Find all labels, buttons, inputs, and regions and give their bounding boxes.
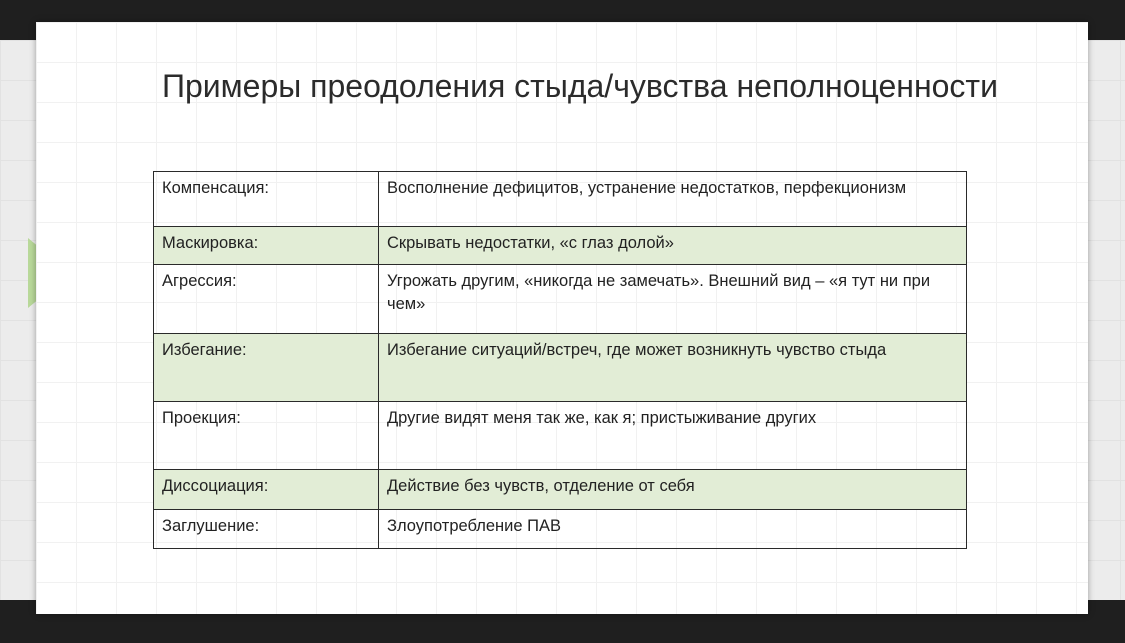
term-cell: Агрессия: <box>154 265 379 334</box>
table-row <box>154 334 967 402</box>
term-cell: Избегание: <box>154 334 379 402</box>
presentation-slide <box>36 22 1088 614</box>
description-cell: Другие видят меня так же, как я; пристыживание других <box>379 402 967 470</box>
table-row <box>154 265 967 334</box>
term-cell: Компенсация: <box>154 172 379 227</box>
examples-table <box>153 171 967 549</box>
term-cell: Маскировка: <box>154 227 379 265</box>
term-cell: Заглушение: <box>154 510 379 549</box>
term-cell: Проекция: <box>154 402 379 470</box>
table-row <box>154 402 967 470</box>
description-cell: Скрывать недостатки, «с глаз долой» <box>379 227 967 265</box>
description-cell: Угрожать другим, «никогда не замечать». Внешний вид – «я тут ни при чем» <box>379 265 967 334</box>
description-cell: Действие без чувств, отделение от себя <box>379 470 967 510</box>
description-cell: Избегание ситуаций/встреч, где может возникнуть чувство стыда <box>379 334 967 402</box>
description-cell: Восполнение дефицитов, устранение недостатков, перфекционизм <box>379 172 967 227</box>
description-cell: Злоупотребление ПАВ <box>379 510 967 549</box>
table-row <box>154 510 967 549</box>
table-row <box>154 470 967 510</box>
term-cell: Диссоциация: <box>154 470 379 510</box>
table-row <box>154 172 967 227</box>
slide-title: Примеры преодоления стыда/чувства неполноценности <box>162 68 998 104</box>
table-row <box>154 227 967 265</box>
